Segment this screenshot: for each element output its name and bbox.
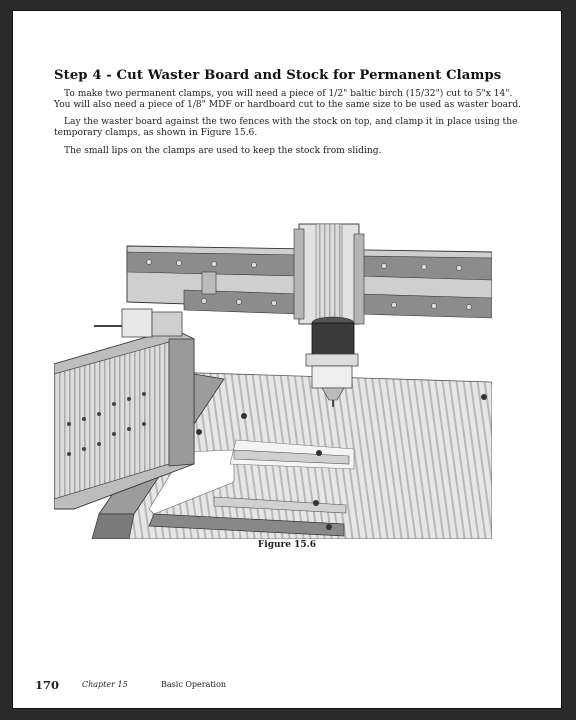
footer-chapter: Chapter 15 [82,680,128,689]
paragraph-3: The small lips on the clamps are used to keep the stock from sliding. [64,146,382,156]
y-motor [122,309,152,337]
figure-caption: Figure 15.6 [257,540,317,550]
section-heading: Step 4 - Cut Waster Board and Stock for Permanent Clamps [54,68,502,83]
footer-section: Basic Operation [161,680,227,689]
router-spindle [312,323,354,357]
document-page [13,11,561,708]
page-number: 170 [35,678,60,692]
paragraph-1: To make two permanent clamps, you will need a piece of 1/2" baltic birch (15/32") cut to 5"x 14". You will also need a piece of 1/8" MDF or hardboard cut to the same size to be used as waster board. [54,89,522,111]
paragraph-2: Lay the waster board against the two fences with the stock on top, and clamp it in place using the temporary clamps, as shown in Figure 15.6. [54,117,518,139]
cnc-machine-figure [54,214,492,539]
